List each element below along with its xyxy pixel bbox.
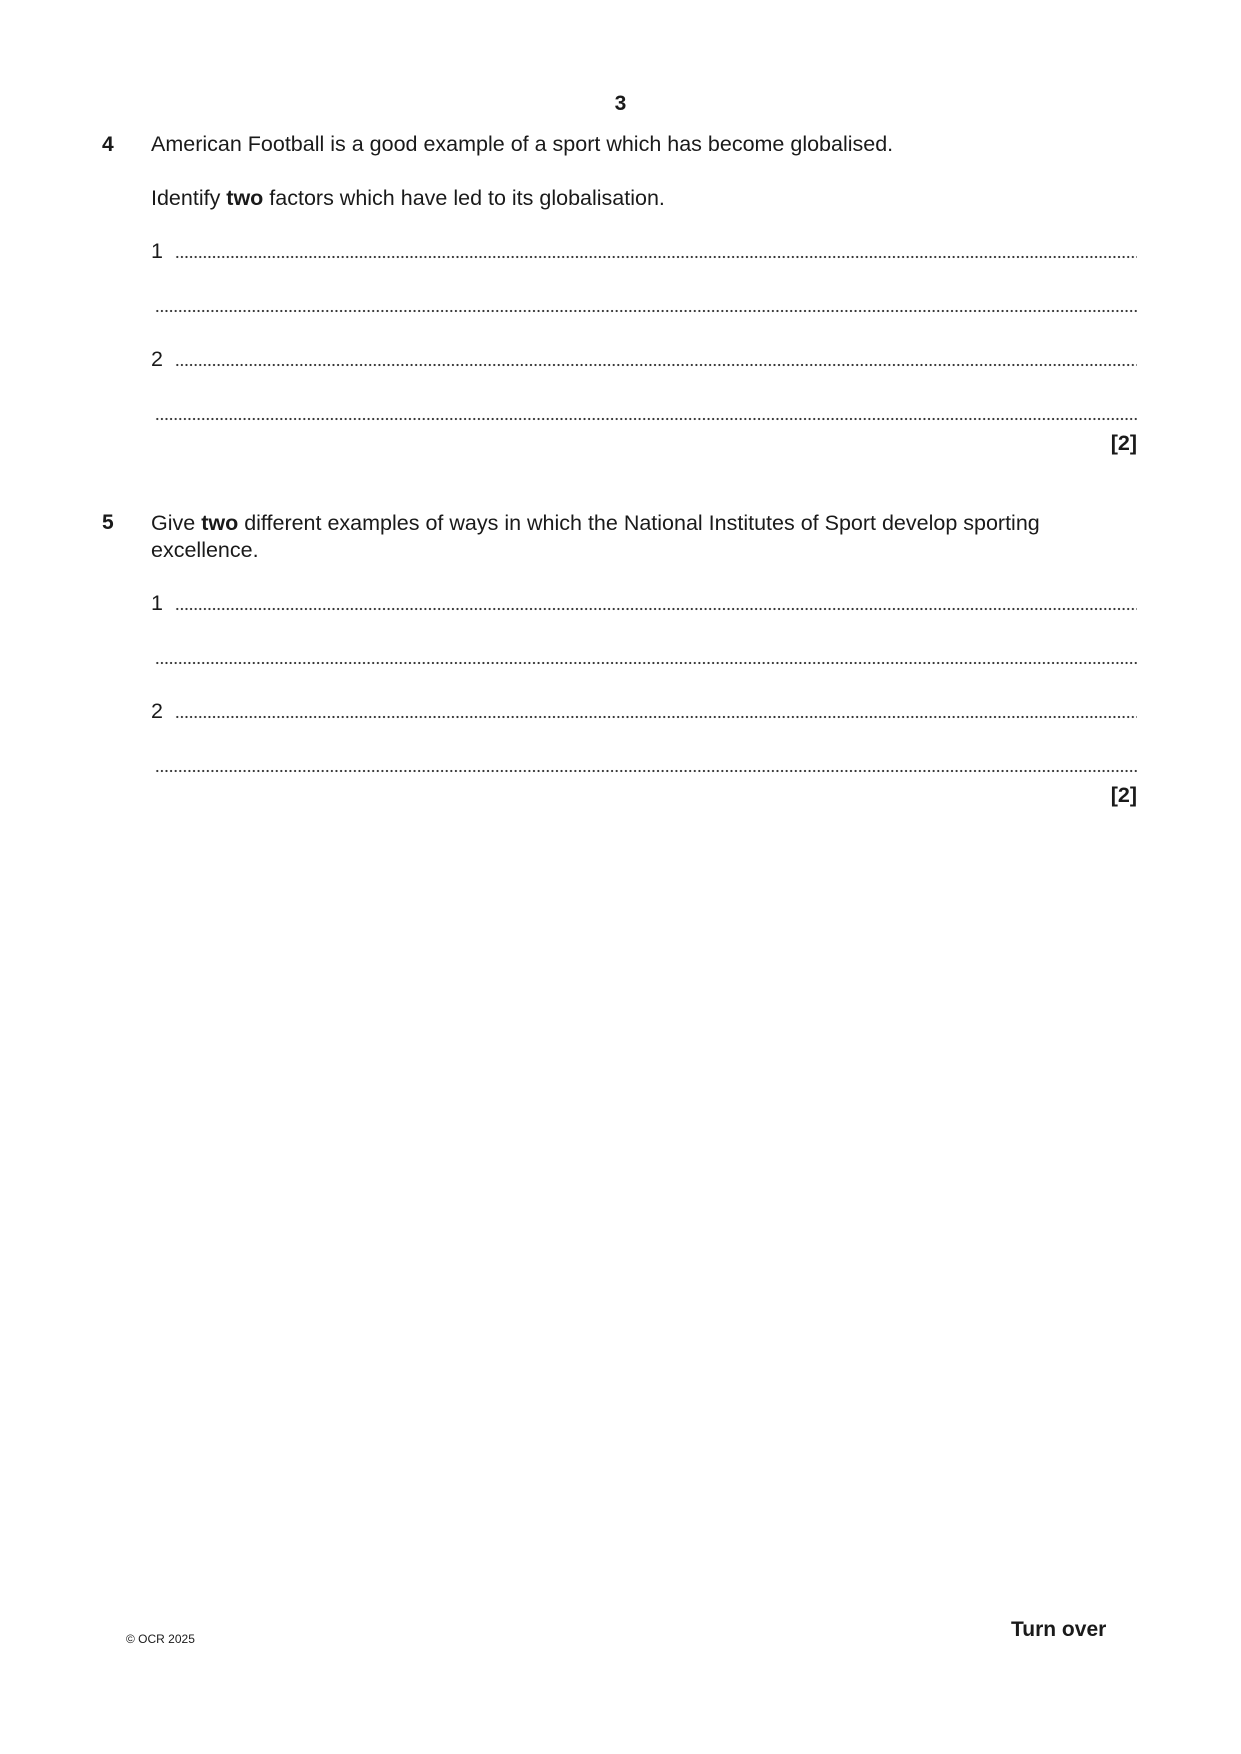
emphasis: two (226, 186, 264, 210)
answer-line-2[interactable] (151, 698, 1137, 724)
dotted-line (175, 607, 1137, 611)
dotted-line (175, 363, 1137, 367)
copyright-notice: © OCR 2025 (126, 1632, 195, 1646)
emphasis: two (201, 511, 239, 535)
answer-number: 2 (151, 699, 163, 723)
dotted-line (175, 715, 1137, 719)
turn-over-label: Turn over (1011, 1618, 1107, 1641)
dotted-line (155, 309, 1137, 313)
answer-number: 1 (151, 239, 163, 263)
question-instruction: Give two different examples of ways in which the National Institutes of Sport develop sporting excellence. (151, 511, 1040, 562)
dotted-line (155, 661, 1137, 665)
question-number: 4 (102, 133, 114, 156)
marks-allocation: [2] (1110, 783, 1137, 807)
answer-line-1[interactable] (151, 590, 1137, 616)
answer-line-2-continued[interactable] (151, 752, 1137, 778)
page-number: 3 (614, 92, 627, 115)
dotted-line (175, 255, 1137, 259)
answer-line-2[interactable] (151, 346, 1137, 372)
answer-line-2-continued[interactable] (151, 400, 1137, 426)
answer-number: 2 (151, 347, 163, 371)
question-instruction: Identify two factors which have led to its globalisation. (151, 186, 665, 210)
marks-allocation: [2] (1110, 431, 1137, 455)
dotted-line (155, 417, 1137, 421)
answer-number: 1 (151, 591, 163, 615)
dotted-line (155, 769, 1137, 773)
question-text: American Football is a good example of a sport which has become globalised. (151, 132, 894, 156)
question-number: 5 (102, 511, 114, 534)
answer-line-1-continued[interactable] (151, 292, 1137, 318)
answer-line-1[interactable] (151, 238, 1137, 264)
answer-line-1-continued[interactable] (151, 644, 1137, 670)
